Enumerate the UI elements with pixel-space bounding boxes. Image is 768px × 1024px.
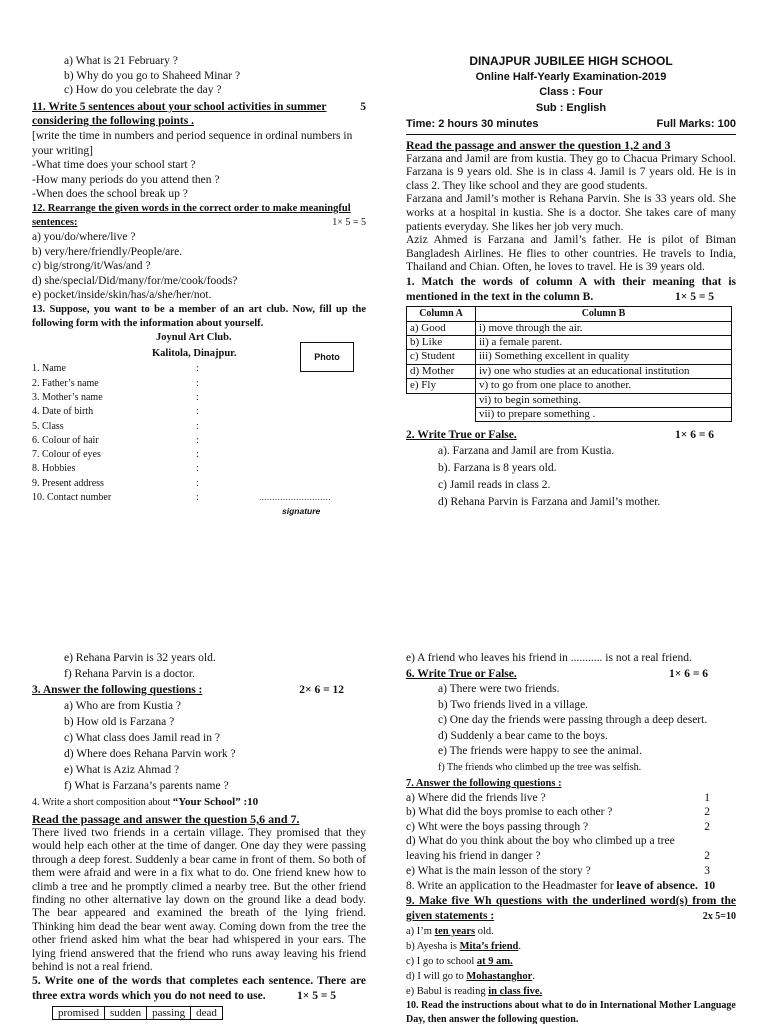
passage-1-title: Read the passage and answer the question 1,2 and 3	[406, 138, 671, 152]
question-6-heading	[406, 666, 736, 682]
question-4-text: 4. Write a short composition about	[32, 797, 173, 808]
question-3-title: 3. Answer the following questions :	[32, 684, 203, 696]
form-field-label: 1. Name	[32, 363, 66, 375]
question-11-marks: 5	[360, 100, 366, 113]
column-b-cell: iv) one who studies at an educational institution	[476, 364, 732, 378]
photo-box: Photo	[300, 342, 354, 372]
column-b-cell: v) to go from one place to another.	[476, 379, 732, 393]
question-2-marks: 1× 6 = 6	[675, 429, 714, 442]
question-9-item	[406, 939, 736, 954]
question-6-title: 6. Write True or False.	[406, 668, 517, 680]
column-b-cell: vi) to begin something.	[476, 393, 732, 407]
question-3-marks: 2× 6 = 12	[299, 684, 344, 696]
statement-text: a) I’m	[406, 926, 435, 938]
question-7-mark: 2	[704, 820, 710, 833]
question-2-item: f) Rehana Parvin is a doctor.	[64, 668, 195, 680]
exam-title: Online Half-Yearly Examination-2019	[475, 70, 667, 83]
word-cell: passing	[147, 1006, 191, 1019]
statement-text: e) Babul is reading	[406, 986, 489, 998]
question-12-item: a) you/do/where/live ?	[32, 230, 136, 243]
question-7-mark: 2	[704, 806, 710, 819]
question-6-item: b) Two friends lived in a village.	[438, 698, 589, 711]
exam-meta	[406, 116, 736, 135]
question-12-title: 12. Rearrange the given words in the correct order to make meaningful sentences:	[32, 202, 351, 228]
question-7-mark: 1	[704, 791, 710, 804]
question-3-heading	[32, 682, 366, 698]
question-12-item: b) very/here/friendly/People/are.	[32, 245, 183, 258]
question-6-item: c) One day the friends were passing through a deep desert.	[438, 714, 708, 727]
passage-2-title: Read the passage and answer the question 5,6 and 7.	[32, 812, 300, 826]
question-7-text: a) Where did the friends live ?	[406, 791, 546, 804]
matching-table	[406, 306, 732, 422]
question-4-marks: :10	[240, 796, 259, 808]
matching-row	[407, 335, 732, 349]
form-field-label: 8. Hobbies	[32, 463, 76, 475]
form-colon: :	[196, 420, 199, 432]
prev-question-item: b) Why do you go to Shaheed Minar ?	[64, 69, 241, 82]
matching-row	[407, 393, 732, 407]
form-field-eyes	[32, 448, 366, 462]
question-7-title: 7. Answer the following questions :	[406, 777, 562, 789]
question-11-point: -What time does your school start ?	[32, 159, 196, 172]
question-2-title: 2. Write True or False.	[406, 429, 517, 442]
form-field-hair	[32, 434, 366, 448]
question-9-item	[406, 924, 736, 939]
form-colon: :	[196, 392, 199, 403]
underlined-word: at 9 am.	[476, 956, 513, 968]
question-11-title: 11. Write 5 sentences about your school activities in summer considering the following points .	[32, 100, 327, 128]
question-9-title: 9. Make five Wh questions with the underlined word(s) from the given statements :	[406, 895, 736, 923]
matching-row	[407, 379, 732, 393]
question-6-item: d) Suddenly a bear came to the boys.	[438, 729, 608, 742]
statement-text: b) Ayesha is	[406, 941, 460, 953]
matching-table-header	[407, 307, 732, 321]
column-b-cell: ii) a female parent.	[476, 335, 732, 349]
question-7-text: d) What do you think about the boy who climbed up a tree leaving his friend in danger ?	[406, 835, 675, 862]
question-11-heading	[32, 100, 366, 129]
underlined-word: in class five.	[488, 986, 543, 998]
question-1-title: 1. Match the words of column A with their meaning that is mentioned in the text in the column B.	[406, 275, 736, 303]
form-field-mother	[32, 391, 366, 405]
question-1-marks: 1× 5 = 5	[675, 290, 714, 303]
page-bottom-right	[406, 650, 736, 1024]
club-address: Kalitola, Dinajpur.	[152, 348, 237, 360]
question-2-heading	[406, 428, 736, 443]
question-5-marks: 1× 5 = 5	[297, 990, 336, 1003]
matching-row	[407, 407, 732, 421]
question-7-item	[406, 820, 736, 835]
column-a-cell: c) Student	[407, 350, 476, 364]
question-5-item: e) A friend who leaves his friend in ........... is not a real friend.	[406, 652, 692, 664]
question-12-item: c) big/strong/it/Was/and ?	[32, 260, 151, 273]
exam-subject: Sub : English	[535, 101, 607, 114]
page-top-right	[406, 54, 736, 530]
form-field-label: 9. Present address	[32, 477, 104, 489]
question-4-line	[32, 794, 366, 811]
form-field-father	[32, 377, 366, 391]
statement-text: d) I will go to	[406, 971, 467, 983]
word-cell: sudden	[104, 1006, 146, 1019]
question-13-title: 13. Suppose, you want to be a member of an art club. Now, fill up the following form with the information about yourself.	[32, 303, 366, 329]
form-colon: :	[196, 449, 199, 461]
question-7-text: e) What is the main lesson of the story ?	[406, 864, 591, 877]
statement-text: c) I go to school	[406, 956, 477, 968]
question-12-marks: 1× 5 = 5	[332, 216, 366, 228]
passage-2-text: There lived two friends in a certain village. They promised that they would help each other at the time of danger. One day they were passing through a deep forest. Suddenly a bear came in front of them. So both of them were afraid and were in a fix what to do. One friend knew how to climb a tree and he promptly climed a nearby tree. But the other friend finding no other alternative lay down on the ground like a dead body. The bear appeared and examined the breath of the lying friend. Thinking him dead the bear went away. Coming down from the tree the other friend asked him what the bear had whispered in your ears. The lying friend answered that the friend who runs away leaving his friend behind is not a real friend.	[32, 827, 366, 974]
form-field-label: 7. Colour of eyes	[32, 449, 101, 461]
form-field-address	[32, 477, 366, 491]
column-a-cell	[407, 393, 476, 407]
signature-label: signature	[282, 506, 321, 517]
form-colon: :	[196, 477, 199, 489]
question-9-item	[406, 954, 736, 969]
question-2-item: b). Farzana is 8 years old.	[438, 461, 557, 474]
page-top-left	[32, 54, 366, 524]
question-3-item: d) Where does Rehana Parvin work ?	[64, 748, 236, 760]
prev-question-item: c) How do you celebrate the day ?	[64, 84, 222, 97]
question-2-item: c) Jamil reads in class 2.	[438, 478, 551, 491]
membership-form	[32, 362, 366, 517]
passage-1-paragraph: Farzana and Jamil’s mother is Rehana Parvin. She is 33 years old. She works at a hospital in kustia. She is a doctor. She takes care of many patients everyday. She likes her job very much.	[406, 193, 736, 233]
column-a-cell: b) Like	[407, 335, 476, 349]
form-colon: :	[196, 463, 199, 475]
question-7-item	[406, 834, 736, 863]
question-6-marks: 1× 6 = 6	[669, 668, 708, 680]
word-box-row	[53, 1006, 223, 1019]
exam-full-marks: Full Marks: 100	[656, 118, 736, 130]
column-b-cell: vii) to prepare something .	[476, 407, 732, 421]
column-a-cell: a) Good	[407, 321, 476, 335]
question-3-item: f) What is Farzana’s parents name ?	[64, 780, 229, 792]
passage-1-paragraph: Aziz Ahmed is Farzana and Jamil’s father. He is pilot of Biman Bangladesh Airlines. He flies to other countries. He travels to India, Thailand and Chian. Often, he loves to travel. He is 39 years old.	[406, 234, 736, 274]
form-field-label: 4. Date of birth	[32, 406, 94, 418]
form-field-dob	[32, 405, 366, 419]
question-6-item: a) There were two friends.	[438, 683, 560, 695]
column-a-header: Column A	[407, 307, 476, 321]
form-field-hobbies	[32, 462, 366, 476]
question-5-title: 5. Write one of the words that completes each sentence. There are three extra words which you do not need to use.	[32, 975, 366, 1003]
signature-line: ………………………	[258, 493, 331, 503]
column-b-header: Column B	[476, 307, 732, 321]
question-7-item	[406, 805, 736, 820]
question-7-mark: 3	[704, 864, 710, 877]
underlined-word: Mita’s friend	[459, 941, 519, 953]
question-12-item: d) she/special/Did/many/for/me/cook/foods?	[32, 274, 238, 287]
matching-row	[407, 321, 732, 335]
form-field-label: 5. Class	[32, 420, 64, 432]
matching-row	[407, 364, 732, 378]
form-colon: :	[196, 406, 199, 418]
question-3-item: c) What class does Jamil read in ?	[64, 732, 220, 744]
underlined-word: ten years	[434, 926, 476, 938]
question-2-item: d) Rehana Parvin is Farzana and Jamil’s mother.	[438, 495, 661, 508]
form-field-label: 6. Colour of hair	[32, 434, 99, 446]
school-name: DINAJPUR JUBILEE HIGH SCHOOL	[469, 54, 673, 68]
question-11-point: -How many periods do you attend then ?	[32, 173, 220, 186]
question-7-mark: 2	[704, 849, 710, 862]
question-3-item: a) Who are from Kustia ?	[64, 700, 181, 712]
word-cell: promised	[53, 1006, 105, 1019]
prev-question-item: a) What is 21 February ?	[64, 55, 178, 67]
form-field-label: 2. Father’s name	[32, 377, 99, 389]
question-12-item: e) pocket/inside/skin/has/a/she/her/not.	[32, 289, 212, 302]
form-colon: :	[196, 363, 199, 375]
matching-row	[407, 350, 732, 364]
question-3-item: b) How old is Farzana ?	[64, 716, 175, 728]
question-2-item: a). Farzana and Jamil are from Kustia.	[438, 444, 615, 457]
underlined-word: Mohastanghor	[466, 971, 533, 983]
question-9-marks: 2x 5=10	[702, 911, 736, 923]
question-3-item: e) What is Aziz Ahmad ?	[64, 764, 180, 776]
statement-text: old.	[475, 926, 494, 938]
club-name: Joynul Art Club.	[156, 331, 232, 343]
form-field-label: 3. Mother’s name	[32, 392, 103, 403]
passage-1-paragraph: Farzana and Jamil are from kustia. They go to Chacua Primary School. Farzana is 9 years old. She is in class 4. Jamil is 7 years old. He is in class 2. They like school and they are good students.	[406, 152, 736, 192]
word-box	[52, 1006, 223, 1020]
question-7-text: c) Wht were the boys passing through ?	[406, 820, 589, 833]
page-bottom-left	[32, 650, 366, 1024]
question-11-point: -When does the school break up ?	[32, 188, 188, 201]
question-4-topic: “Your School”	[172, 796, 241, 808]
question-9-item	[406, 984, 736, 999]
form-field-label: 10. Contact number	[32, 492, 112, 504]
column-b-cell: iii) Something excellent in quality	[476, 350, 732, 364]
question-7-item	[406, 791, 736, 806]
question-7-item	[406, 864, 736, 879]
question-8-line	[406, 878, 736, 894]
question-8-text: 8. Write an application to the Headmaster for	[406, 880, 617, 893]
column-a-cell: d) Mother	[407, 364, 476, 378]
word-cell: dead	[191, 1006, 223, 1019]
exam-time: Time: 2 hours 30 minutes	[406, 118, 539, 130]
question-8-topic: leave of absence.	[616, 880, 698, 893]
question-10-title: 10. Read the instructions about what to do in International Mother Language Day, then answer the following question.	[406, 1000, 736, 1024]
question-6-item: e) The friends were happy to see the animal.	[438, 745, 642, 758]
question-6-item: f) The friends who climbed up the tree was selfish.	[438, 761, 642, 773]
question-9-item	[406, 969, 736, 984]
column-b-cell: i) move through the air.	[476, 321, 732, 335]
exam-class: Class : Four	[539, 86, 603, 98]
question-2-item: e) Rehana Parvin is 32 years old.	[64, 652, 216, 664]
question-8-marks: 10	[703, 880, 716, 893]
statement-text: .	[518, 941, 522, 953]
form-field-class	[32, 420, 366, 434]
form-colon: :	[196, 492, 199, 504]
form-colon: :	[196, 434, 199, 446]
column-a-cell: e) Fly	[407, 379, 476, 393]
form-field-contact	[32, 491, 366, 505]
form-colon: :	[196, 377, 199, 389]
column-a-cell	[407, 407, 476, 421]
question-7-text: b) What did the boys promise to each other ?	[406, 806, 613, 819]
question-11-note: [write the time in numbers and period sequence in ordinal numbers in your writing]	[32, 129, 353, 157]
statement-text: .	[532, 971, 535, 983]
